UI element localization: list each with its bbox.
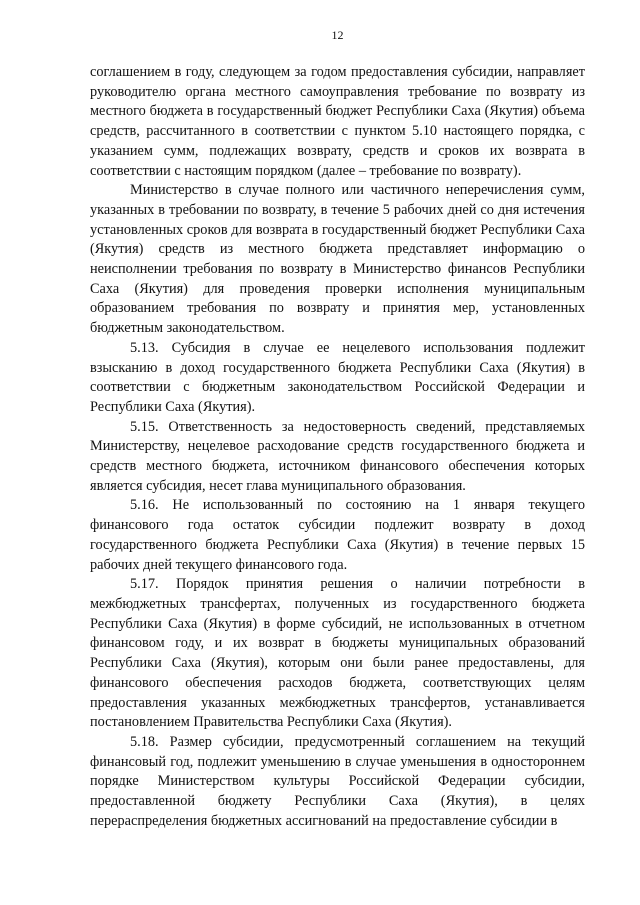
paragraph-5-15: 5.15. Ответственность за недостоверность сведений, представляемых Министерству, нецелевое расходование средств государственного бюджета и средств местного бюджета, источником финансового обеспечения которых является субсидия, несет глава муниципального образования. xyxy=(90,418,585,494)
paragraph-continuation: соглашением в году, следующем за годом предоставления субсидии, направляет руководителю органа местного самоуправления требование по возврату из местного бюджета в государственный бюджет Республики Саха (Якутия) объема средств, рассчитанного в соответствии с пунктом 5.10 настоящего порядка, с указанием сумм, подлежащих возврату, средств и сроков их возврата в соответствии с настоящим порядком (далее – требование по возврату). xyxy=(90,64,585,179)
paragraph-5-18: 5.18. Размер субсидии, предусмотренный соглашением на текущий финансовый год, подлежит уменьшению в случае уменьшения в одностороннем порядке Министерством культуры Российской Федерации субсидии, предоставленной бюджету Республики Саха (Якутия), в целях перераспределения бюджетных ассигнований на предоставление субсидии в xyxy=(90,733,585,829)
page-number: 12 xyxy=(331,28,344,42)
paragraph-5-13: 5.13. Субсидия в случае ее нецелевого использования подлежит взысканию в доход государственного бюджета Республики Саха (Якутия) в соответствии с бюджетным законодательством Российской Федерации и Республики Саха (Якутия). xyxy=(90,339,585,415)
paragraph-5-17: 5.17. Порядок принятия решения о наличии потребности в межбюджетных трансфертах, полученных из государственного бюджета Республики Саха (Якутия) в форме субсидий, не использованных в отчетном финансовом году, и их возврат в бюджеты муниципальных образований Республики Саха (Якутия), которым они были ранее предоставлены, для финансового обеспечения расходов бюджета, соответствующих целям предоставления указанных межбюджетных трансфертов, устанавливается постановлением Правительства Республики Саха (Якутия). xyxy=(90,576,585,731)
paragraph-5-16: 5.16. Не использованный по состоянию на 1 января текущего финансового года остаток субсидии подлежит возврату в доход государственного бюджета Республики Саха (Якутия) в течение первых 15 рабочих дней текущего финансового года. xyxy=(90,497,585,573)
paragraph: Министерство в случае полного или частичного неперечисления сумм, указанных в требовании по возврату, в течение 5 рабочих дней со дня истечения установленных сроков для возврата в государственный бюджет Республики Саха (Якутия) средств из местного бюджета представляет информацию о неисполнении требования по возврату в Министерство финансов Республики Саха (Якутия) для проведения проверки исполнения муниципальным образованием требования по возврату и принятия мер, установленных бюджетным законодательством. xyxy=(90,182,585,337)
document-body xyxy=(90,63,585,831)
